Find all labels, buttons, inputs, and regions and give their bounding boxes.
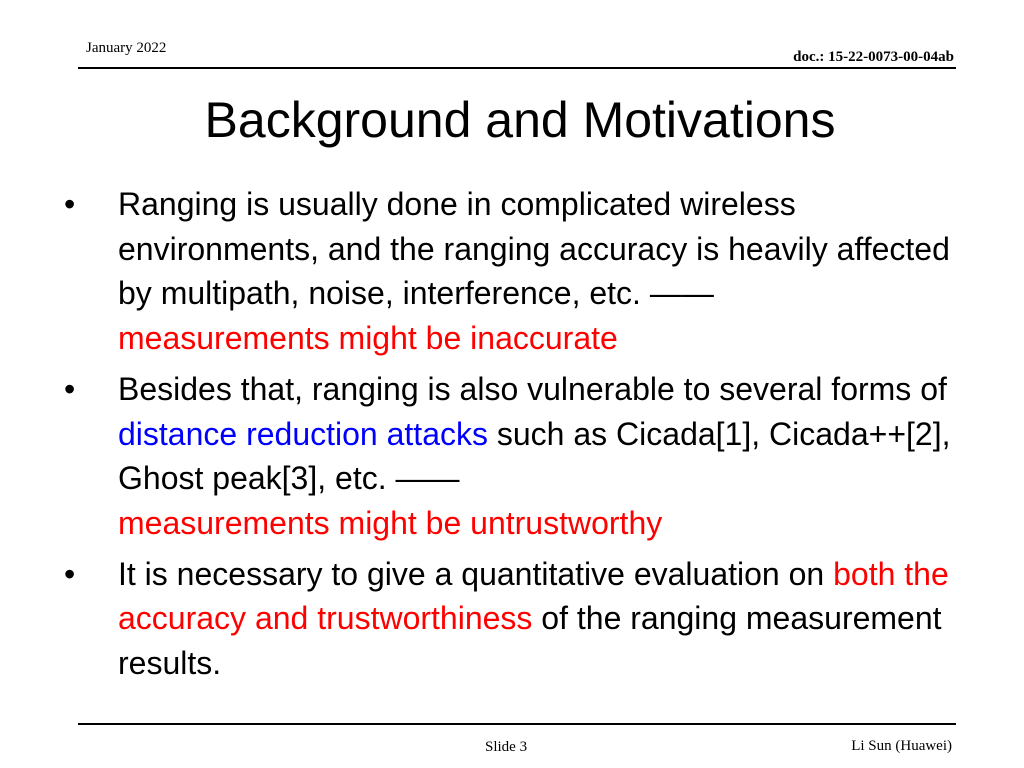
bullet-2-highlight-blue: distance reduction attacks (118, 415, 488, 452)
bullet-3-text-b: of the ranging measurement results. (118, 600, 942, 682)
bullet-2-text-b: such as Cicada[1], Cicada++[2], Ghost peak[3], etc. —— (118, 415, 951, 497)
header-rule (78, 67, 956, 69)
bullet-2-text-a: Besides that, ranging is also vulnerable to several forms of (118, 370, 947, 407)
bullet-item-1 (60, 182, 960, 361)
slide-number: Slide 3 (485, 739, 528, 755)
bullet-3-highlight: both the accuracy and trustworthiness (118, 555, 949, 637)
bullet-icon: • (64, 555, 76, 592)
bullet-1-text: Ranging is usually done in complicated wireless environments, and the ranging accuracy is heavily affected by multipath, noise, interference, etc. —— (118, 186, 950, 312)
footer-author: Li Sun (Huawei) (851, 738, 952, 754)
header-date: January 2022 (86, 40, 167, 56)
footer-rule (78, 723, 956, 725)
bullet-list (60, 182, 960, 692)
bullet-icon: • (64, 186, 76, 222)
bullet-1-highlight: measurements might be inaccurate (118, 320, 618, 357)
slide-title: Background and Motivations (204, 92, 836, 148)
bullet-item-3 (60, 552, 960, 686)
bullet-2-highlight-red: measurements might be untrustworthy (118, 504, 663, 541)
header-doc-id: doc.: 15-22-0073-00-04ab (793, 49, 954, 65)
bullet-3-text-a: It is necessary to give a quantitative evaluation on (118, 555, 825, 592)
bullet-icon: • (64, 370, 76, 407)
bullet-item-2 (60, 367, 960, 546)
